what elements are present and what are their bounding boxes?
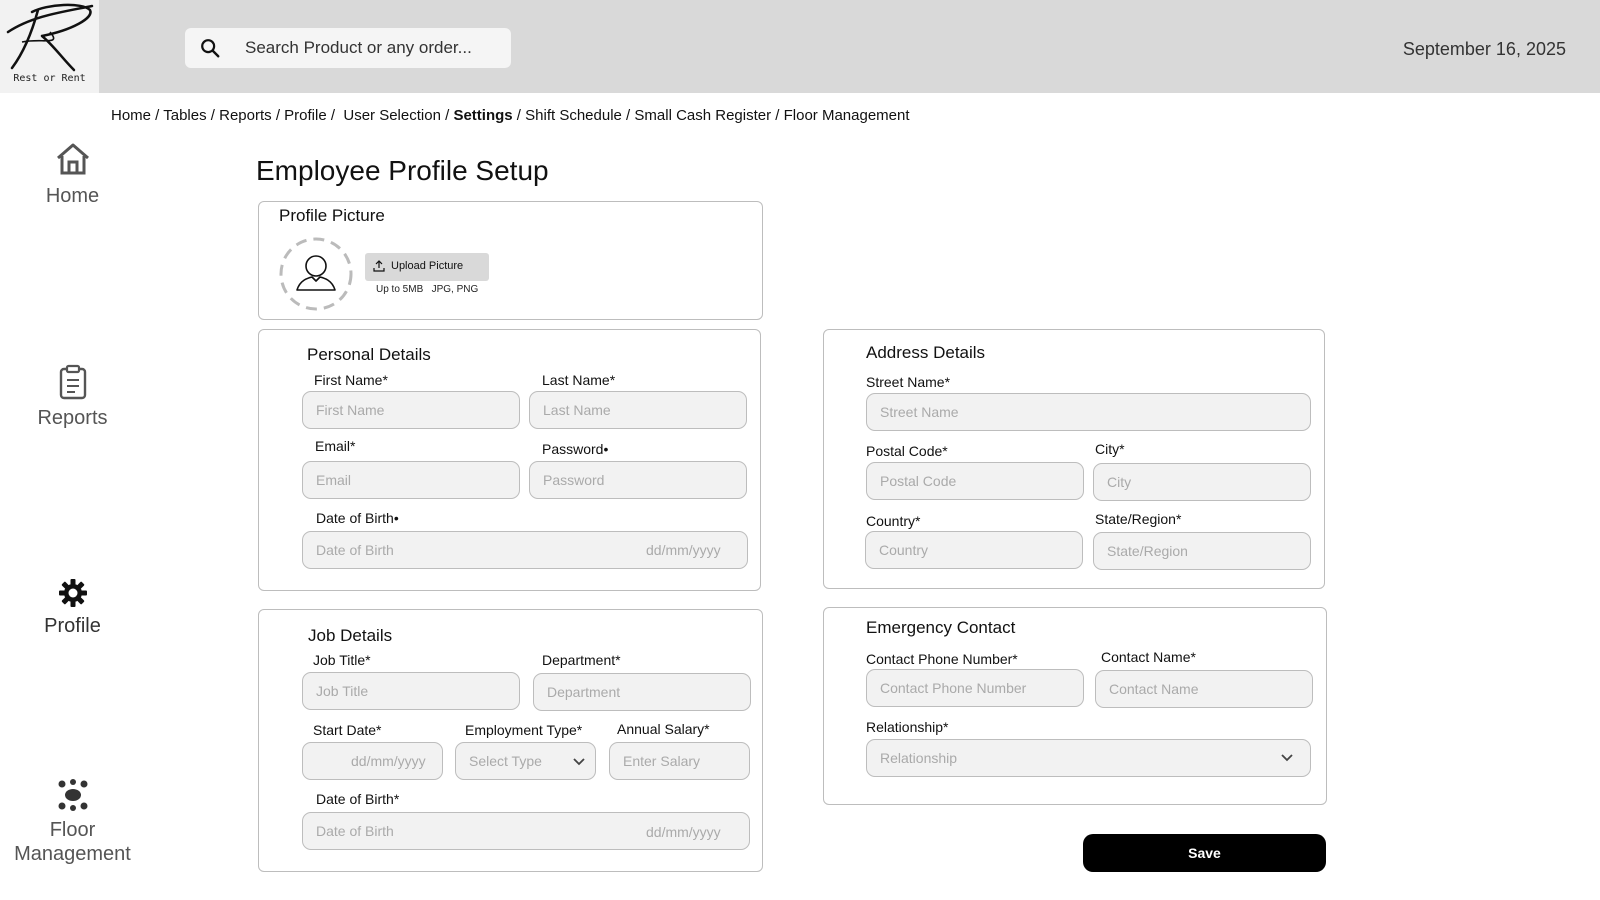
- annual-salary-input[interactable]: [609, 742, 750, 780]
- email-label: Email*: [315, 438, 356, 454]
- job-details-title: Job Details: [308, 626, 393, 645]
- dob-format-hint: dd/mm/yyyy: [646, 542, 721, 558]
- page-title: Employee Profile Setup: [256, 155, 549, 186]
- sidebar-item-label: Profile: [44, 615, 101, 637]
- address-details-title: Address Details: [866, 343, 986, 362]
- save-button[interactable]: Save: [1083, 834, 1326, 872]
- employment-type-value: Select Type: [469, 753, 542, 769]
- breadcrumb-separator: /: [271, 107, 285, 124]
- logo[interactable]: [0, 0, 99, 93]
- upload-icon: [373, 260, 385, 272]
- contact-name-label: Contact Name*: [1101, 649, 1196, 665]
- emergency-contact-title: Emergency Contact: [866, 618, 1016, 637]
- relationship-label: Relationship*: [866, 719, 949, 735]
- avatar-placeholder[interactable]: [278, 236, 354, 312]
- sidebar-item-label: Reports: [37, 407, 108, 429]
- upload-picture-label: Upload Picture: [391, 260, 464, 272]
- password-label: Password•: [542, 441, 609, 457]
- breadcrumb-separator: /: [206, 107, 220, 124]
- email-input[interactable]: [302, 461, 520, 499]
- job-dob-label: Date of Birth*: [316, 791, 400, 807]
- contact-phone-input[interactable]: [866, 669, 1084, 707]
- sidebar-item-reports[interactable]: [0, 364, 145, 430]
- breadcrumb-item-user-selection[interactable]: User Selection: [343, 107, 441, 124]
- postal-code-input[interactable]: [866, 462, 1084, 500]
- personal-details-title: Personal Details: [307, 345, 431, 364]
- password-input[interactable]: [529, 461, 747, 499]
- breadcrumb-item-shift-schedule[interactable]: Shift Schedule: [525, 107, 622, 124]
- breadcrumb-item-settings[interactable]: Settings: [453, 107, 513, 124]
- street-name-label: Street Name*: [866, 374, 951, 390]
- last-name-label: Last Name*: [542, 372, 616, 388]
- annual-salary-label: Annual Salary*: [617, 721, 710, 737]
- country-input[interactable]: [865, 531, 1083, 569]
- breadcrumb-item-tables[interactable]: Tables: [163, 107, 207, 124]
- clipboard-icon: [58, 364, 88, 400]
- sidebar-item-label: Home: [45, 185, 100, 207]
- postal-code-label: Postal Code*: [866, 443, 948, 459]
- breadcrumb-separator: /: [512, 107, 526, 124]
- search-input[interactable]: [245, 28, 495, 68]
- start-date-input[interactable]: [302, 742, 443, 780]
- employment-type-label: Employment Type*: [465, 722, 583, 738]
- last-name-input[interactable]: [529, 391, 747, 429]
- country-label: Country*: [866, 513, 921, 529]
- profile-picture-title: Profile Picture: [279, 206, 385, 225]
- job-title-label: Job Title*: [313, 652, 371, 668]
- home-icon: [54, 140, 92, 178]
- street-name-input[interactable]: [866, 393, 1311, 431]
- first-name-label: First Name*: [314, 372, 388, 388]
- state-region-label: State/Region*: [1095, 511, 1182, 527]
- city-label: City*: [1095, 441, 1125, 457]
- user-icon: [297, 256, 335, 290]
- breadcrumb-separator: /: [440, 107, 454, 124]
- department-label: Department*: [542, 652, 621, 668]
- contact-name-input[interactable]: [1095, 670, 1313, 708]
- job-dob-format-hint: dd/mm/yyyy: [646, 824, 721, 840]
- chevron-down-icon: [1280, 753, 1294, 763]
- breadcrumb-separator: /: [326, 107, 344, 124]
- breadcrumb-item-reports[interactable]: Reports: [219, 107, 272, 124]
- top-bar: [0, 0, 1600, 93]
- upload-picture-button[interactable]: [365, 253, 489, 281]
- breadcrumb-item-home[interactable]: Home: [111, 107, 152, 124]
- job-title-input[interactable]: [302, 672, 520, 710]
- logo-tagline: Rest or Rent: [13, 73, 86, 84]
- current-date: September 16, 2025: [1402, 39, 1566, 59]
- upload-hint: Up to 5MB JPG, PNG: [376, 284, 479, 295]
- search-icon: [199, 37, 221, 59]
- search-bar[interactable]: [185, 28, 511, 68]
- sidebar-item-home[interactable]: [0, 140, 145, 208]
- department-input[interactable]: [533, 673, 751, 711]
- breadcrumb-separator: /: [621, 107, 635, 124]
- sidebar-item-profile[interactable]: [0, 578, 145, 638]
- first-name-input[interactable]: [302, 391, 520, 429]
- breadcrumb-item-floor-management[interactable]: Floor Management: [783, 107, 910, 124]
- chevron-down-icon: [572, 757, 586, 767]
- breadcrumb-separator: /: [771, 107, 784, 124]
- breadcrumb: [111, 107, 910, 124]
- start-date-label: Start Date*: [313, 722, 382, 738]
- breadcrumb-item-small-cash-register[interactable]: Small Cash Register: [634, 107, 772, 124]
- dob-label: Date of Birth•: [316, 510, 399, 526]
- relationship-select[interactable]: [866, 739, 1311, 777]
- contact-phone-label: Contact Phone Number*: [866, 651, 1018, 667]
- logo-mark-icon: [2, 2, 96, 74]
- sidebar-item-label: Floor Management: [14, 819, 131, 865]
- city-input[interactable]: [1093, 463, 1311, 501]
- sidebar-item-floor-management[interactable]: [0, 778, 145, 866]
- breadcrumb-item-profile[interactable]: Profile: [284, 107, 327, 124]
- floor-plan-icon: [56, 778, 90, 812]
- breadcrumb-separator: /: [151, 107, 164, 124]
- relationship-value: Relationship: [880, 750, 958, 766]
- gear-icon: [58, 578, 88, 608]
- state-region-input[interactable]: [1093, 532, 1311, 570]
